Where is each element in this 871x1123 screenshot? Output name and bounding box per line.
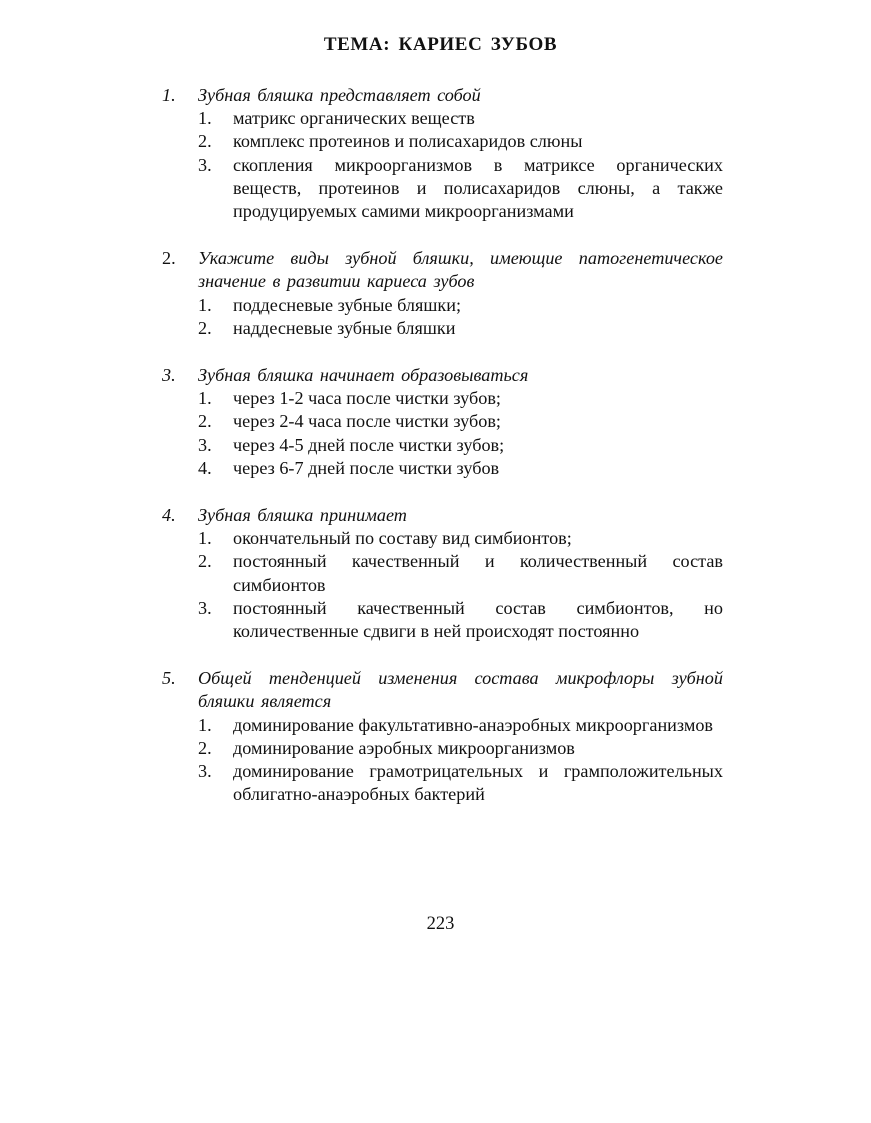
answer-number: 2. [198, 317, 212, 338]
answer-option [158, 410, 723, 433]
answer-number: 2. [198, 411, 212, 432]
question-text: Общей тенденцией изменения состава микрофлоры зубной бляшки является [198, 668, 723, 712]
question-number: 3. [162, 365, 176, 386]
question-3 [158, 364, 723, 480]
answer-text: доминирование аэробных микроорганизмов [233, 737, 575, 758]
answer-option [158, 317, 723, 340]
answer-option [158, 457, 723, 480]
question-number: 1. [162, 85, 176, 105]
answer-option [158, 550, 723, 596]
question-text: Зубная бляшка представляет собой [198, 85, 481, 105]
answer-number: 3. [198, 434, 212, 455]
answer-text: окончательный по составу вид симбионтов; [233, 528, 572, 549]
answer-option [158, 387, 723, 410]
answer-list [158, 107, 723, 223]
answer-list [158, 527, 723, 643]
answer-list [158, 714, 723, 807]
answer-text: поддесневые зубные бляшки; [233, 294, 461, 315]
question-4-heading [158, 504, 723, 527]
answer-text: через 2-4 часа после чистки зубов; [233, 411, 501, 432]
answer-text: доминирование грамотрицательных и грамположительных облигатно-анаэробных бактерий [233, 761, 723, 805]
question-5 [158, 667, 723, 806]
question-2-heading [158, 247, 723, 293]
answer-number: 1. [198, 388, 212, 409]
answer-option [158, 527, 723, 550]
answer-text: комплекс протеинов и полисахаридов слюны [233, 131, 583, 152]
answer-option [158, 760, 723, 806]
answer-text: через 4-5 дней после чистки зубов; [233, 434, 505, 455]
question-number: 4. [162, 505, 176, 526]
answer-list [158, 387, 723, 480]
question-number: 5. [162, 668, 176, 689]
question-4 [158, 504, 723, 643]
answer-text: доминирование факультативно-анаэробных микроорганизмов [233, 714, 714, 735]
answer-option [158, 434, 723, 457]
answer-option [158, 107, 723, 130]
answer-text: наддесневые зубные бляшки [233, 317, 456, 338]
question-1-heading [158, 84, 723, 107]
answer-number: 3. [198, 597, 212, 618]
question-1 [158, 84, 723, 223]
answer-option [158, 597, 723, 643]
answer-number: 1. [198, 528, 212, 549]
answer-list [158, 294, 723, 340]
answer-option [158, 294, 723, 317]
question-5-heading [158, 667, 723, 713]
answer-text: постоянный качественный состав симбионтов, но количественные сдвиги в ней происходят постоянно [233, 597, 723, 642]
question-list [158, 84, 723, 830]
page-number: 223 [426, 914, 455, 934]
answer-number: 2. [198, 131, 212, 152]
answer-option [158, 130, 723, 153]
page-title: ТЕМА: КАРИЕС ЗУБОВ [323, 34, 558, 55]
question-3-heading [158, 364, 723, 387]
question-text: Зубная бляшка начинает образовываться [198, 365, 529, 386]
question-text: Укажите виды зубной бляшки, имеющие патогенетическое значение в развитии кариеса зубов [198, 248, 723, 292]
answer-text: скопления микроорганизмов в матриксе органических веществ, протеинов и полисахаридов слюны, а также продуцируемых самими микроорганизмами [233, 154, 723, 222]
answer-text: через 1-2 часа после чистки зубов; [233, 388, 501, 409]
answer-option [158, 714, 723, 737]
answer-number: 4. [198, 457, 212, 478]
answer-number: 2. [198, 737, 212, 758]
answer-text: матрикс органических веществ [233, 108, 475, 129]
question-text: Зубная бляшка принимает [198, 505, 407, 526]
answer-number: 3. [198, 761, 212, 782]
question-2 [158, 247, 723, 340]
answer-number: 1. [198, 108, 212, 129]
answer-text: постоянный качественный и количественный состав симбионтов [233, 551, 723, 595]
question-number: 2. [162, 248, 176, 269]
answer-number: 2. [198, 551, 212, 572]
answer-number: 3. [198, 154, 212, 175]
answer-option [158, 154, 723, 224]
answer-option [158, 737, 723, 760]
answer-number: 1. [198, 294, 212, 315]
answer-text: через 6-7 дней после чистки зубов [233, 457, 500, 478]
answer-number: 1. [198, 714, 212, 735]
